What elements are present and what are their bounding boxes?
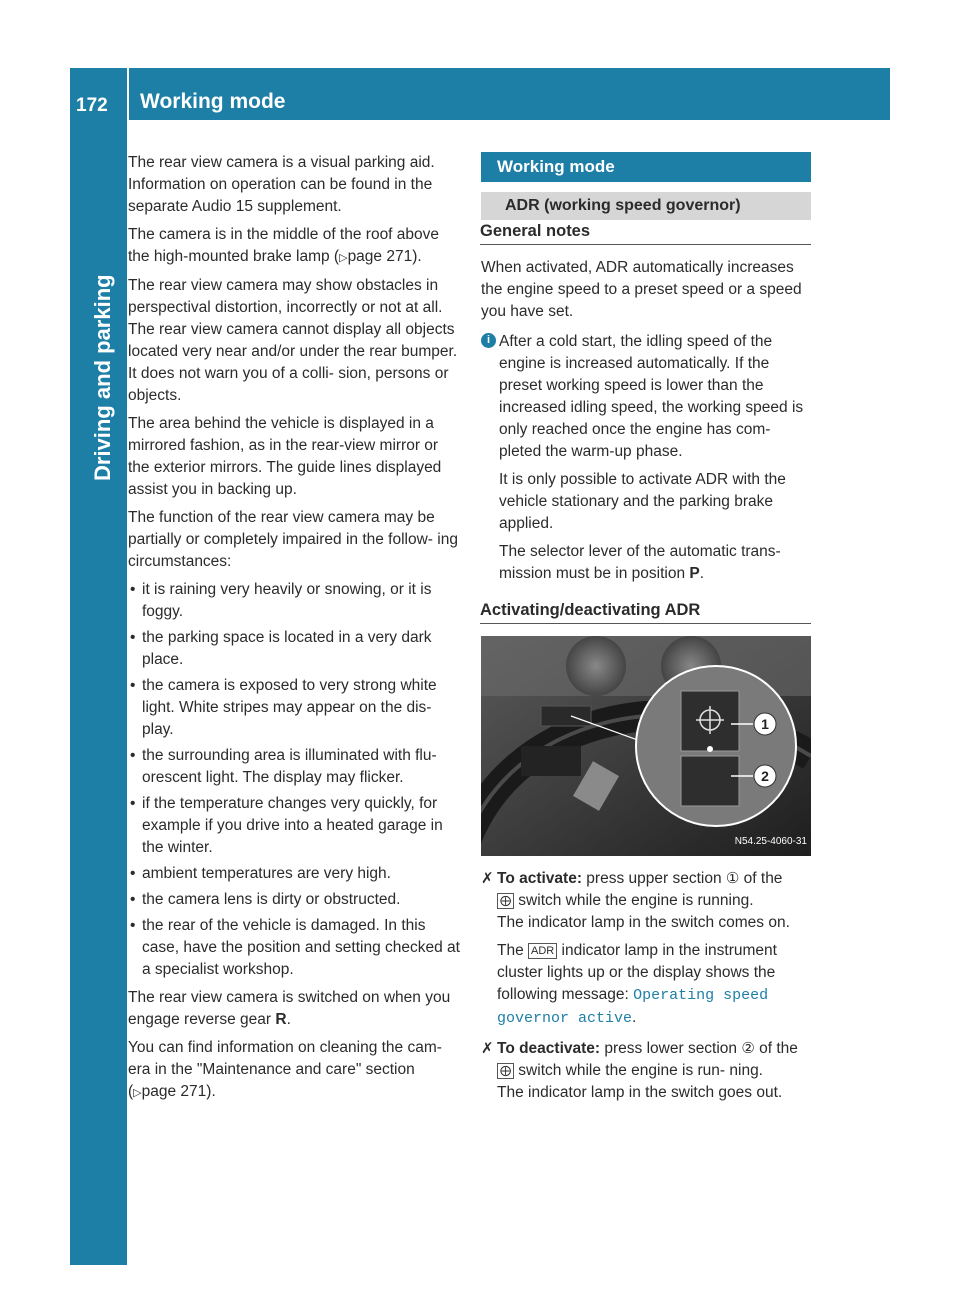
activate-label: To activate: xyxy=(497,870,582,887)
paragraph-camera-location xyxy=(128,224,460,269)
text-fragment: press upper section xyxy=(582,870,726,887)
chapter-side-tab xyxy=(70,120,127,1265)
activate-text xyxy=(497,868,811,934)
info-icon: i xyxy=(481,333,496,348)
adr-switch-icon: ⨁ xyxy=(497,893,514,909)
adr-indicator-paragraph: The ADR indicator lamp in the instrument cluster lights up or the display shows the following message: Operating speed governor active. xyxy=(497,942,777,1027)
text-fragment: of the xyxy=(739,870,783,887)
display-message: Operating speed governor active xyxy=(497,987,769,1027)
list-item: • if the temperature changes very quickly, for example if you drive into a heated garage in the winter. xyxy=(128,793,460,859)
paragraph-camera-mirrored: The area behind the vehicle is displayed in a mirrored fashion, as in the rear-view mirror or the exterior mirrors. The guide lines displayed assist you in backing up. xyxy=(128,415,442,498)
deactivate-label: To deactivate: xyxy=(497,1040,601,1057)
paragraph-cleaning xyxy=(128,1037,460,1104)
callout-2-label: 2 xyxy=(761,768,769,784)
steering-wheel-illustration xyxy=(481,636,811,856)
paragraph-camera-intro: The rear view camera is a visual parking aid. Information on operation can be found in the separate Audio 15 supplement. xyxy=(128,154,435,215)
paragraph-reverse-gear: The rear view camera is switched on when you engage reverse gear R. xyxy=(128,989,451,1028)
page-title: Working mode xyxy=(140,90,286,113)
figure-code: N54.25-4060-31 xyxy=(734,836,807,847)
triangle-right-icon: ▷ xyxy=(339,252,348,264)
list-item: • the camera is exposed to very strong white light. White stripes may appear on the dis- play. xyxy=(128,675,460,741)
left-column xyxy=(128,152,460,1110)
list-item: • ambient temperatures are very high. xyxy=(128,863,460,885)
x-action-icon: ✗ xyxy=(481,1040,494,1057)
steering-wheel-figure xyxy=(481,636,811,856)
callout-1-label: 1 xyxy=(761,716,769,732)
text-fragment: The selector lever of the automatic trans- mission must be in position xyxy=(499,543,781,582)
adr-indicator-symbol: ADR xyxy=(528,943,557,959)
impairment-list xyxy=(128,579,460,981)
subsection-title: ADR (working speed governor) xyxy=(481,192,811,220)
list-item: • the parking space is located in a very dark place. xyxy=(128,627,460,671)
list-item: • the surrounding area is illuminated with flu- orescent light. The display may flicker. xyxy=(128,745,460,789)
text-fragment: switch while the engine is running. xyxy=(514,892,754,909)
text-fragment: The xyxy=(497,942,529,959)
section-title: Working mode xyxy=(481,152,811,182)
text-fragment: You can find information on cleaning the cam- era in the "Maintenance and care" section ( xyxy=(128,1039,442,1100)
list-item: • the rear of the vehicle is damaged. In this case, have the position and setting checked at a specialist workshop. xyxy=(128,915,460,981)
chapter-label: Driving and parking xyxy=(90,274,115,481)
deactivate-step xyxy=(481,1038,811,1104)
deactivate-text xyxy=(497,1038,811,1104)
page-number: 172 xyxy=(76,95,108,116)
info-note xyxy=(481,331,811,585)
paragraph-camera-distortion: The rear view camera may show obstacles in perspectival distortion, incorrectly or not at all. The rear view camera cannot display all objects located very near and/or under the rear bumper. It does not warn you of a colli- sion, persons or objects. xyxy=(128,277,458,404)
text-fragment: The rear view camera is switched on when you engage reverse gear xyxy=(128,989,451,1028)
activating-heading: Activating/deactivating ADR xyxy=(480,599,811,624)
callout-1-marker: ① xyxy=(725,870,740,887)
text-fragment: of the xyxy=(754,1040,798,1057)
activate-step xyxy=(481,868,811,1030)
x-action-icon: ✗ xyxy=(481,870,494,887)
adr-switch-icon: ⨁ xyxy=(497,1063,514,1079)
text-fragment: press lower section xyxy=(600,1040,742,1057)
general-notes-heading: General notes xyxy=(480,220,811,245)
info-paragraph: After a cold start, the idling speed of the engine is increased automatically. If the preset working speed is lower than the increased idling speed, the working speed is only reached once the engine has com- pleted the warm-up phase. xyxy=(499,333,804,460)
text-fragment: switch while the engine is run- ning. xyxy=(514,1062,763,1079)
right-content xyxy=(481,220,811,1104)
header-divider xyxy=(127,68,129,120)
text-fragment: indicator lamp in the instrument cluster lights up or the display shows the following message: xyxy=(497,942,777,1003)
callout-2-marker: ② xyxy=(741,1040,755,1057)
right-column xyxy=(481,152,811,1112)
list-item: • it is raining very heavily or snowing, or it is foggy. xyxy=(128,579,460,623)
list-item: • the camera lens is dirty or obstructed. xyxy=(128,889,460,911)
paragraph-general-notes: When activated, ADR automatically increases the engine speed to a preset speed or a speed you have set. xyxy=(481,259,802,320)
position-letter: P xyxy=(689,565,700,582)
page-ref-link[interactable]: page 271). xyxy=(347,248,422,265)
gear-letter: R xyxy=(275,1011,287,1028)
paragraph-camera-impaired: The function of the rear view camera may be partially or completely impaired in the follow- ing circumstances: xyxy=(128,509,458,570)
page-ref-link[interactable]: page 271). xyxy=(141,1083,216,1100)
text-fragment: The indicator lamp in the switch comes on. xyxy=(497,914,790,931)
triangle-right-icon: ▷ xyxy=(133,1087,142,1099)
info-paragraph: The selector lever of the automatic trans- mission must be in position P. xyxy=(499,543,781,582)
text-fragment: The indicator lamp in the switch goes out. xyxy=(497,1084,783,1101)
info-paragraph: It is only possible to activate ADR with the vehicle stationary and the parking brake applied. xyxy=(499,471,786,532)
text-fragment: The camera is in the middle of the roof above the high-mounted brake lamp ( xyxy=(128,226,440,265)
